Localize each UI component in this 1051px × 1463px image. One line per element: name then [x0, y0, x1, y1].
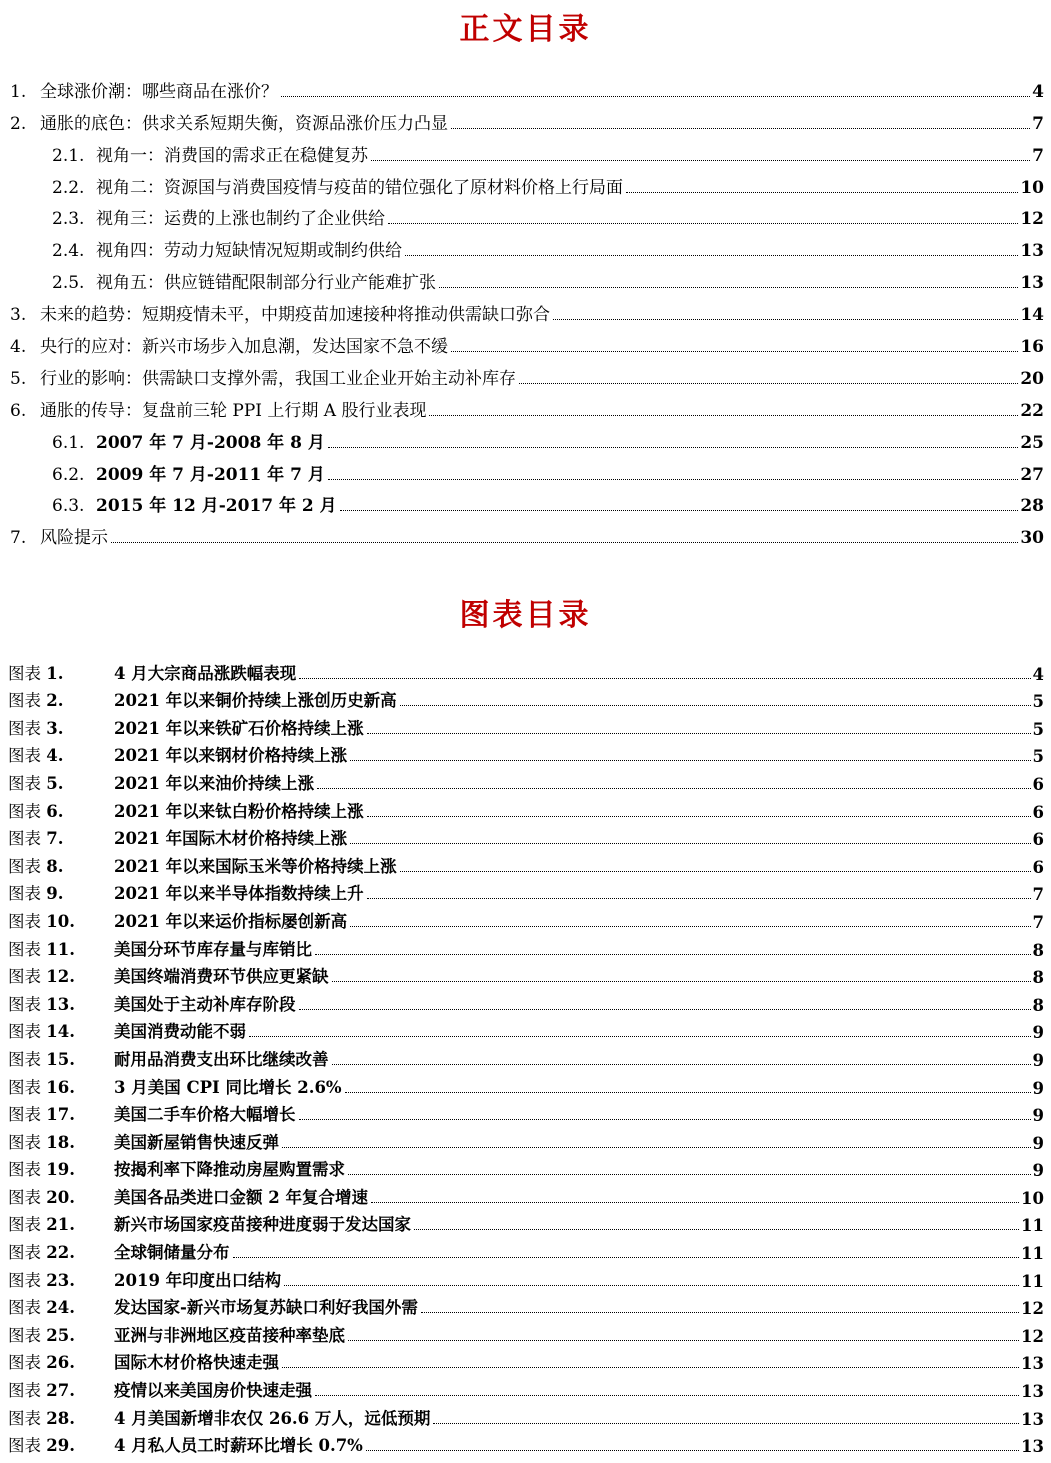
dot-leader	[400, 871, 1031, 872]
figure-entry-number: 26.	[46, 1353, 75, 1373]
toc-entry[interactable]	[0, 389, 1051, 421]
figure-entry[interactable]	[0, 1180, 1051, 1208]
figure-entry-label: 图表	[8, 746, 41, 766]
figure-entry[interactable]	[0, 1098, 1051, 1126]
figure-entry-text: 美国处于主动补库存阶段	[114, 994, 296, 1014]
figure-entry-number: 16.	[46, 1077, 75, 1097]
figure-entry-number: 7.	[46, 829, 64, 849]
toc-entry-page: 7	[1032, 145, 1044, 166]
figure-entry-text: 2021 年以来铜价持续上涨创历史新高	[114, 691, 397, 711]
figure-entry-label: 图表	[8, 1022, 41, 1042]
dot-leader	[405, 255, 1018, 256]
toc-entry-number: 6.3.	[52, 496, 85, 517]
figure-entry-number: 27.	[46, 1381, 75, 1401]
toc-entry-number: 2.2.	[52, 177, 85, 198]
figure-entry[interactable]	[0, 1373, 1051, 1401]
toc-entry-text: 2007 年 7 月-2008 年 8 月	[96, 432, 325, 453]
figure-entry[interactable]	[0, 822, 1051, 850]
dot-leader	[348, 1340, 1019, 1341]
dot-leader	[249, 1036, 1031, 1037]
figure-entry-number: 25.	[46, 1325, 75, 1345]
figure-entry-number: 15.	[46, 1049, 75, 1069]
figure-entry[interactable]	[0, 1235, 1051, 1263]
figure-entry-prefix	[8, 798, 114, 822]
dot-leader	[429, 415, 1018, 416]
dot-leader	[388, 223, 1018, 224]
figure-entry-page: 4	[1032, 664, 1044, 684]
figure-entry-page: 13	[1021, 1382, 1044, 1402]
toc-entry[interactable]	[0, 102, 1051, 134]
figure-entry-page: 9	[1032, 1050, 1044, 1070]
figure-entry-label: 图表	[8, 663, 41, 683]
figure-entry-label: 图表	[8, 1353, 41, 1373]
dot-leader	[451, 128, 1030, 129]
figure-entry-prefix	[8, 1101, 114, 1125]
figure-entry-number: 4.	[46, 746, 64, 766]
dot-leader	[553, 319, 1018, 320]
figure-entry-prefix	[8, 1432, 114, 1456]
toc-entry[interactable]	[0, 134, 1051, 166]
dot-leader	[328, 479, 1018, 480]
figure-entry-number: 1.	[46, 663, 64, 683]
figure-entry-text: 4 月大宗商品涨跌幅表现	[114, 663, 297, 683]
dot-leader	[433, 1423, 1019, 1424]
figure-list	[0, 656, 1051, 1456]
dot-leader	[367, 733, 1031, 734]
figure-entry-number: 21.	[46, 1215, 75, 1235]
figure-entry-text: 2021 年以来钛白粉价格持续上涨	[114, 801, 364, 821]
figure-entry-text: 疫情以来美国房价快速走强	[114, 1381, 312, 1401]
toc-entry-page: 13	[1020, 241, 1044, 262]
figure-entry-text: 2021 年以来国际玉米等价格持续上涨	[114, 856, 397, 876]
dot-leader	[111, 542, 1018, 543]
figure-entry-text: 2021 年国际木材价格持续上涨	[114, 829, 348, 849]
figure-entry-label: 图表	[8, 967, 41, 987]
figure-entry-label: 图表	[8, 1298, 41, 1318]
figure-entry-number: 2.	[46, 691, 64, 711]
figure-entry-prefix	[8, 1405, 114, 1429]
toc-entry-number: 6.	[10, 400, 27, 421]
toc-entry-page: 4	[1032, 81, 1044, 102]
figure-entry[interactable]	[0, 766, 1051, 794]
toc-entry-number: 2.5.	[52, 273, 85, 294]
figure-entry-label: 图表	[8, 856, 41, 876]
figure-entry-label: 图表	[8, 829, 41, 849]
figure-entry-text: 美国分环节库存量与库销比	[114, 939, 312, 959]
toc-entry-page: 10	[1020, 177, 1044, 198]
figure-entry-prefix	[8, 825, 114, 849]
toc-entry-text: 通胀的传导：复盘前三轮 PPI 上行期 A 股行业表现	[40, 400, 427, 421]
figure-entry[interactable]	[0, 1429, 1051, 1457]
toc-entry-text: 风险提示	[40, 528, 108, 549]
figure-entry-text: 发达国家-新兴市场复苏缺口利好我国外需	[114, 1298, 418, 1318]
toc-entry[interactable]	[0, 229, 1051, 261]
figure-entry[interactable]	[0, 739, 1051, 767]
figure-entry-page: 9	[1032, 1078, 1044, 1098]
figure-list-title: 图表目录	[459, 598, 592, 633]
dot-leader	[315, 1395, 1019, 1396]
dot-leader	[332, 1064, 1031, 1065]
dot-leader	[366, 1450, 1019, 1451]
figure-entry-page: 11	[1021, 1271, 1044, 1291]
figure-entry-label: 图表	[8, 1105, 41, 1125]
dot-leader	[439, 287, 1018, 288]
figure-entry-text: 2021 年以来油价持续上涨	[114, 773, 315, 793]
figure-entry-label: 图表	[8, 773, 41, 793]
toc-entry-page: 27	[1020, 464, 1044, 485]
figure-entry-text: 按揭利率下降推动房屋购置需求	[114, 1160, 345, 1180]
figure-entry-text: 美国消费动能不弱	[114, 1022, 246, 1042]
figure-entry-text: 美国新屋销售快速反弹	[114, 1132, 279, 1152]
figure-entry-prefix	[8, 742, 114, 766]
figure-entry-text: 2021 年以来半导体指数持续上升	[114, 884, 364, 904]
figure-entry-number: 18.	[46, 1132, 75, 1152]
figure-entry-page: 12	[1021, 1326, 1044, 1346]
figure-entry-label: 图表	[8, 994, 41, 1014]
toc-entry[interactable]	[0, 261, 1051, 293]
dot-leader	[282, 1147, 1031, 1148]
figure-entry-number: 11.	[46, 939, 75, 959]
dot-leader	[626, 192, 1018, 193]
dot-leader	[421, 1312, 1019, 1313]
figure-entry[interactable]	[0, 960, 1051, 988]
figure-entry-page: 7	[1032, 912, 1044, 932]
figure-entry-page: 5	[1032, 692, 1044, 712]
figure-entry-prefix	[8, 1129, 114, 1153]
toc-entry-page: 7	[1032, 113, 1044, 134]
figure-entry[interactable]	[0, 877, 1051, 905]
toc-entry-text: 视角四：劳动力短缺情况短期或制约供给	[96, 241, 402, 262]
figure-entry-number: 9.	[46, 884, 64, 904]
dot-leader	[281, 96, 1030, 97]
figure-entry-page: 9	[1032, 1106, 1044, 1126]
figure-entry-label: 图表	[8, 1049, 41, 1069]
figure-entry-number: 24.	[46, 1298, 75, 1318]
figure-entry-prefix	[8, 715, 114, 739]
figure-entry-page: 6	[1032, 802, 1044, 822]
toc-entry[interactable]	[0, 70, 1051, 102]
figure-entry-label: 图表	[8, 718, 41, 738]
figure-entry-text: 国际木材价格快速走强	[114, 1353, 279, 1373]
figure-entry[interactable]	[0, 1291, 1051, 1319]
figure-entry-text: 3 月美国 CPI 同比增长 2.6%	[114, 1077, 342, 1097]
toc-entry-number: 2.1.	[52, 145, 85, 166]
toc-entry-text: 央行的应对：新兴市场步入加息潮，发达国家不急不缓	[40, 337, 448, 358]
figure-entry-prefix	[8, 1211, 114, 1235]
figure-entry-label: 图表	[8, 1243, 41, 1263]
figure-entry-label: 图表	[8, 1381, 41, 1401]
figure-entry[interactable]	[0, 794, 1051, 822]
figure-entry-number: 10.	[46, 911, 75, 931]
dot-leader	[315, 954, 1031, 955]
figure-entry-label: 图表	[8, 1132, 41, 1152]
toc-entry-text: 2015 年 12 月-2017 年 2 月	[96, 496, 337, 517]
figure-entry[interactable]	[0, 1015, 1051, 1043]
toc-entry[interactable]	[0, 357, 1051, 389]
dot-leader	[350, 760, 1030, 761]
dot-leader	[299, 1119, 1031, 1120]
figure-entry-page: 13	[1021, 1437, 1044, 1457]
toc-entry-text: 视角五：供应链错配限制部分行业产能难扩张	[96, 273, 436, 294]
figure-entry-label: 图表	[8, 939, 41, 959]
figure-entry-page: 8	[1032, 940, 1044, 960]
figure-entry-text: 美国终端消费环节供应更紧缺	[114, 967, 329, 987]
toc-entry-number: 4.	[10, 337, 27, 358]
figure-entry-page: 9	[1032, 1023, 1044, 1043]
figure-entry-page: 6	[1032, 857, 1044, 877]
figure-entry-number: 23.	[46, 1270, 75, 1290]
toc-entry-text: 未来的趋势：短期疫情未平，中期疫苗加速接种将推动供需缺口弥合	[40, 305, 550, 326]
figure-entry-page: 6	[1032, 774, 1044, 794]
dot-leader	[367, 816, 1031, 817]
figure-entry-text: 2021 年以来钢材价格持续上涨	[114, 746, 348, 766]
figure-entry-label: 图表	[8, 884, 41, 904]
dot-leader	[328, 447, 1018, 448]
toc-entry-page: 30	[1020, 528, 1044, 549]
toc-entry-page: 14	[1020, 305, 1044, 326]
figure-entry-number: 8.	[46, 856, 64, 876]
toc-entry-text: 2009 年 7 月-2011 年 7 月	[96, 464, 325, 485]
figure-entry[interactable]	[0, 987, 1051, 1015]
dot-leader	[400, 705, 1031, 706]
figure-entry-label: 图表	[8, 1077, 41, 1097]
toc-entry[interactable]	[0, 166, 1051, 198]
figure-entry[interactable]	[0, 1070, 1051, 1098]
figure-entry[interactable]	[0, 684, 1051, 712]
toc-entry-number: 3.	[10, 305, 27, 326]
toc-entry[interactable]	[0, 293, 1051, 325]
figure-entry-label: 图表	[8, 1436, 41, 1456]
figure-entry-prefix	[8, 1184, 114, 1208]
figure-entry[interactable]	[0, 1125, 1051, 1153]
figure-entry-text: 4 月私人员工时薪环比增长 0.7%	[114, 1436, 363, 1456]
figure-entry-label: 图表	[8, 1160, 41, 1180]
figure-entry-prefix	[8, 991, 114, 1015]
dot-leader	[519, 383, 1018, 384]
dot-leader	[233, 1257, 1020, 1258]
toc-entry-page: 20	[1020, 368, 1044, 389]
figure-entry-page: 12	[1021, 1299, 1044, 1319]
figure-entry-prefix	[8, 1046, 114, 1070]
figure-entry-number: 29.	[46, 1436, 75, 1456]
dot-leader	[317, 788, 1030, 789]
figure-entry[interactable]	[0, 1346, 1051, 1374]
toc-entry[interactable]	[0, 198, 1051, 230]
figure-entry-label: 图表	[8, 1270, 41, 1290]
figure-entry-prefix	[8, 1156, 114, 1180]
toc-entry-number: 6.1.	[52, 432, 85, 453]
figure-entry-prefix	[8, 936, 114, 960]
toc-entry-page: 25	[1020, 432, 1044, 453]
figure-entry-label: 图表	[8, 801, 41, 821]
dot-leader	[350, 843, 1030, 844]
toc-entry[interactable]	[0, 453, 1051, 485]
figure-entry-prefix	[8, 1349, 114, 1373]
figure-entry-text: 4 月美国新增非农仅 26.6 万人，远低预期	[114, 1408, 431, 1428]
toc-entry-text: 行业的影响：供需缺口支撑外需，我国工业企业开始主动补库存	[40, 368, 516, 389]
toc-entry-page: 12	[1020, 209, 1044, 230]
figure-entry-number: 17.	[46, 1105, 75, 1125]
figure-entry-label: 图表	[8, 1187, 41, 1207]
figure-entry-number: 19.	[46, 1160, 75, 1180]
figure-entry-label: 图表	[8, 911, 41, 931]
figure-entry-page: 8	[1032, 968, 1044, 988]
toc-entry[interactable]	[0, 421, 1051, 453]
dot-leader	[451, 351, 1018, 352]
figure-entry-number: 28.	[46, 1408, 75, 1428]
toc-list	[0, 70, 1051, 548]
dot-leader	[284, 1285, 1019, 1286]
figure-entry-text: 2019 年印度出口结构	[114, 1270, 282, 1290]
toc-entry-number: 5.	[10, 368, 27, 389]
figure-entry-number: 14.	[46, 1022, 75, 1042]
dot-leader	[367, 898, 1031, 899]
figure-entry-label: 图表	[8, 1215, 41, 1235]
toc-entry-text: 视角二：资源国与消费国疫情与疫苗的错位强化了原材料价格上行局面	[96, 177, 623, 198]
figure-entry[interactable]	[0, 1263, 1051, 1291]
toc-entry-page: 28	[1020, 496, 1044, 517]
figure-entry-prefix	[8, 880, 114, 904]
figure-entry-number: 3.	[46, 718, 64, 738]
figure-entry-page: 10	[1021, 1188, 1044, 1208]
toc-entry-text: 全球涨价潮：哪些商品在涨价？	[40, 81, 278, 102]
figure-entry-page: 13	[1021, 1409, 1044, 1429]
figure-entry-text: 美国各品类进口金额 2 年复合增速	[114, 1187, 368, 1207]
figure-entry-number: 6.	[46, 801, 64, 821]
figure-entry-page: 11	[1021, 1216, 1044, 1236]
figure-entry-number: 5.	[46, 773, 64, 793]
figure-entry[interactable]	[0, 1153, 1051, 1181]
figure-entry-prefix	[8, 1377, 114, 1401]
figure-entry-text: 2021 年以来运价指标屡创新高	[114, 911, 348, 931]
toc-entry[interactable]	[0, 485, 1051, 517]
figure-entry-page: 7	[1032, 885, 1044, 905]
figure-entry-page: 5	[1032, 719, 1044, 739]
figure-entry-page: 6	[1032, 830, 1044, 850]
figure-entry-text: 美国二手车价格大幅增长	[114, 1105, 296, 1125]
dot-leader	[345, 1092, 1031, 1093]
toc-entry[interactable]	[0, 325, 1051, 357]
figure-entry-number: 22.	[46, 1243, 75, 1263]
toc-entry-page: 22	[1020, 400, 1044, 421]
figure-entry-text: 全球铜储量分布	[114, 1243, 230, 1263]
figure-entry-label: 图表	[8, 1408, 41, 1428]
toc-entry-number: 1.	[10, 81, 27, 102]
figure-entry[interactable]	[0, 932, 1051, 960]
figure-entry-prefix	[8, 1294, 114, 1318]
figure-entry-text: 耐用品消费支出环比继续改善	[114, 1049, 329, 1069]
figure-entry-prefix	[8, 770, 114, 794]
figure-entry-page: 9	[1032, 1133, 1044, 1153]
figure-entry[interactable]	[0, 849, 1051, 877]
toc-title: 正文目录	[459, 12, 592, 47]
figure-entry[interactable]	[0, 1401, 1051, 1429]
figure-entry-page: 5	[1032, 747, 1044, 767]
figure-entry-number: 12.	[46, 967, 75, 987]
figure-entry-prefix	[8, 660, 114, 684]
dot-leader	[350, 926, 1030, 927]
figure-entry-prefix	[8, 1322, 114, 1346]
figure-entry-prefix	[8, 853, 114, 877]
dot-leader	[299, 678, 1030, 679]
dot-leader	[348, 1174, 1031, 1175]
figure-entry-label: 图表	[8, 691, 41, 711]
figure-entry-page: 8	[1032, 995, 1044, 1015]
dot-leader	[371, 160, 1030, 161]
figure-entry-page: 13	[1021, 1354, 1044, 1374]
figure-entry-number: 20.	[46, 1187, 75, 1207]
figure-entry-prefix	[8, 908, 114, 932]
figure-entry-label: 图表	[8, 1325, 41, 1345]
toc-entry-number: 7.	[10, 528, 27, 549]
figure-entry-text: 2021 年以来铁矿石价格持续上涨	[114, 718, 364, 738]
figure-entry-prefix	[8, 1074, 114, 1098]
figure-entry[interactable]	[0, 1318, 1051, 1346]
figure-entry-prefix	[8, 687, 114, 711]
dot-leader	[340, 510, 1019, 511]
toc-entry-number: 2.	[10, 113, 27, 134]
figure-entry-page: 11	[1021, 1244, 1044, 1264]
figure-entry[interactable]	[0, 1042, 1051, 1070]
figure-entry-prefix	[8, 1018, 114, 1042]
toc-entry-page: 16	[1020, 337, 1044, 358]
toc-entry[interactable]	[0, 516, 1051, 548]
dot-leader	[414, 1229, 1019, 1230]
figure-entry-prefix	[8, 963, 114, 987]
figure-entry-prefix	[8, 1239, 114, 1263]
dot-leader	[299, 1009, 1031, 1010]
figure-entry-prefix	[8, 1267, 114, 1291]
dot-leader	[371, 1202, 1019, 1203]
figure-entry-page: 9	[1032, 1161, 1044, 1181]
toc-entry-number: 2.4.	[52, 241, 85, 262]
figure-entry[interactable]	[0, 656, 1051, 684]
figure-entry[interactable]	[0, 904, 1051, 932]
toc-entry-text: 通胀的底色：供求关系短期失衡，资源品涨价压力凸显	[40, 113, 448, 134]
dot-leader	[282, 1367, 1019, 1368]
figure-entry-number: 13.	[46, 994, 75, 1014]
toc-entry-text: 视角一：消费国的需求正在稳健复苏	[96, 145, 368, 166]
toc-entry-number: 6.2.	[52, 464, 85, 485]
toc-entry-text: 视角三：运费的上涨也制约了企业供给	[96, 209, 385, 230]
toc-entry-page: 13	[1020, 273, 1044, 294]
dot-leader	[332, 981, 1031, 982]
figure-entry[interactable]	[0, 711, 1051, 739]
toc-entry-number: 2.3.	[52, 209, 85, 230]
figure-entry-text: 亚洲与非洲地区疫苗接种率垫底	[114, 1325, 345, 1345]
figure-entry[interactable]	[0, 1208, 1051, 1236]
figure-entry-text: 新兴市场国家疫苗接种进度弱于发达国家	[114, 1215, 411, 1235]
